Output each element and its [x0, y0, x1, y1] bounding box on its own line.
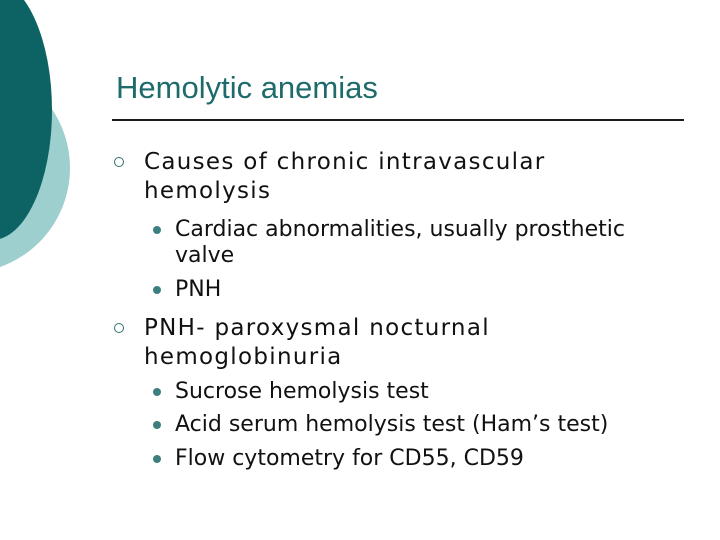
dot-bullet-icon: [153, 226, 161, 234]
dot-bullet-icon: [153, 421, 161, 429]
sub-bullet-item: [175, 446, 675, 472]
dot-bullet-icon: [153, 455, 161, 463]
hollow-circle-bullet-icon: [114, 323, 124, 333]
bullet-text: Causes of chronic intravascular hemolysis: [144, 149, 546, 204]
bullet-item: [144, 148, 664, 206]
title-divider: [112, 119, 684, 121]
hollow-circle-bullet-icon: [114, 157, 124, 167]
sub-bullet-item: [175, 217, 675, 269]
sub-bullet-item: [175, 379, 675, 405]
sub-bullet-text: Acid serum hemolysis test (Ham’s test): [175, 412, 609, 437]
slide-title: Hemolytic anemias: [116, 70, 378, 105]
sub-bullet-text: Cardiac abnormalities, usually prosthetic valve: [175, 217, 625, 268]
sub-bullet-text: Flow cytometry for CD55, CD59: [175, 446, 524, 471]
dot-bullet-icon: [153, 388, 161, 396]
sub-bullet-text: PNH: [175, 277, 222, 302]
sub-bullet-item: [175, 412, 675, 438]
decorative-circles: [0, 0, 110, 300]
sub-bullet-text: Sucrose hemolysis test: [175, 379, 429, 404]
bullet-text: PNH- paroxysmal nocturnal hemoglobinuria: [144, 315, 490, 370]
bullet-item: [144, 314, 664, 372]
dot-bullet-icon: [153, 286, 161, 294]
sub-bullet-item: [175, 277, 675, 303]
